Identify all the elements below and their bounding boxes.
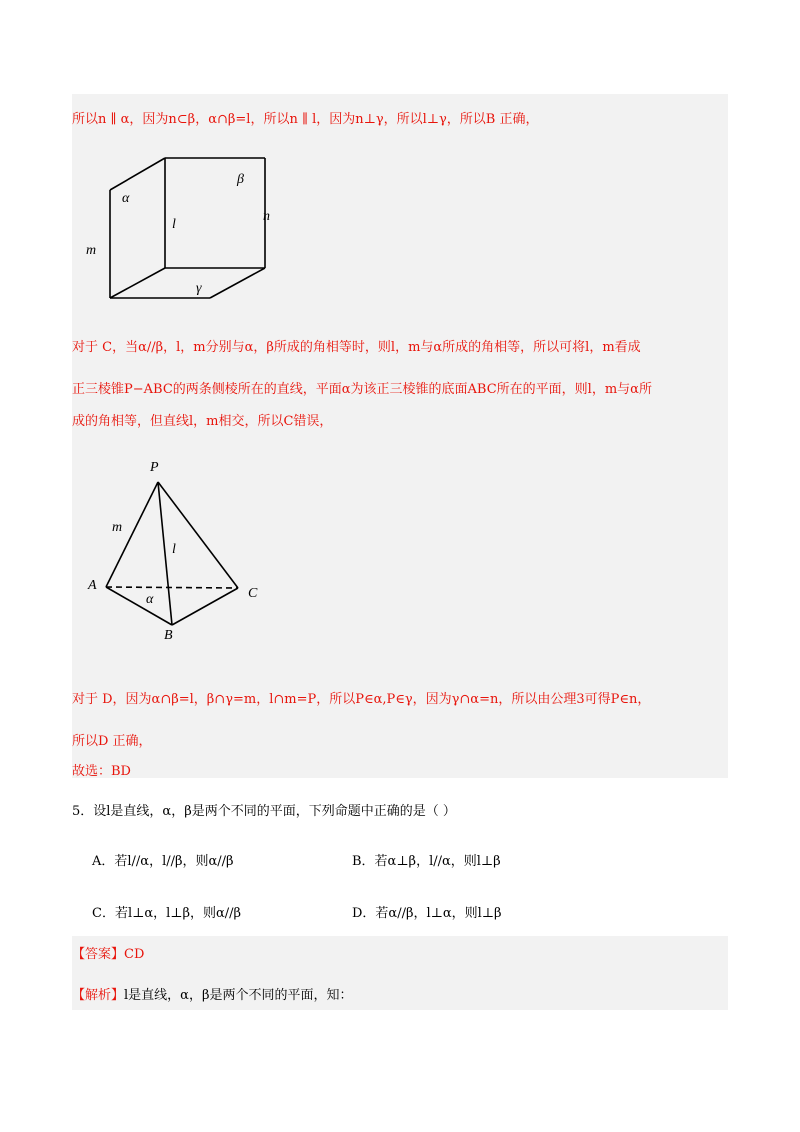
label-alpha: α	[122, 191, 130, 206]
label-alpha: α	[146, 592, 154, 607]
option-D: D．若α//β，l⊥α，则l⊥β	[352, 906, 502, 921]
analysis-text: 【解析】l是直线，α，β是两个不同的平面，知：	[72, 988, 353, 1003]
para-c-line2: 正三棱锥P−ABC的两条侧棱所在的直线，平面α为该正三棱锥的底面ABC所在的平面，则l，m与α所	[72, 382, 652, 397]
analysis-line	[72, 984, 728, 1003]
answer-line: 【答案】CD	[72, 947, 145, 962]
label-m: m	[112, 520, 123, 535]
para-c-line1: 对于 C，当α//β，l，m分别与α，β所成的角相等时，则l，m与α所成的角相等，所以可将l，m看成	[72, 340, 641, 355]
edge-PC	[158, 482, 238, 588]
edge-BC	[172, 588, 238, 625]
option-C: C．若l⊥α，l⊥β，则α//β	[92, 906, 242, 921]
label-gamma: γ	[196, 281, 202, 296]
option-B: B．若α⊥β，l//α，则l⊥β	[352, 854, 501, 869]
label-n: n	[263, 209, 270, 224]
cube-edge	[110, 158, 165, 190]
tetrahedron-figure	[80, 455, 280, 645]
label-l: l	[172, 542, 176, 557]
cube-edge	[210, 268, 265, 298]
para-d-line1: 对于 D，因为α∩β=l，β∩γ=m，l∩m=P，所以P∈α,P∈γ，因为γ∩α=n，所以由公理3可得P∈n，	[72, 692, 651, 707]
label-C: C	[248, 586, 258, 601]
cube-figure	[80, 150, 290, 310]
label-m: m	[86, 243, 97, 258]
para-b-conclusion: 所以n ∥ α，因为n⊂β，α∩β=l，所以n ∥ l，因为n⊥γ，所以l⊥γ，所以B 正确，	[72, 112, 539, 127]
label-B: B	[164, 628, 173, 643]
label-A: A	[88, 578, 97, 593]
label-l: l	[172, 217, 176, 232]
label-beta: β	[237, 172, 244, 187]
edge-AB	[106, 587, 172, 625]
option-A: A．若l//α，l//β，则α//β	[92, 854, 234, 869]
cube-edge	[110, 268, 165, 298]
edge-PB	[158, 482, 172, 625]
para-d-line3: 故选：BD	[72, 764, 131, 779]
edge-AC	[106, 587, 238, 588]
para-d-line2: 所以D 正确，	[72, 734, 152, 749]
label-P: P	[150, 460, 159, 475]
question-5-stem: 5．设l是直线，α，β是两个不同的平面，下列命题中正确的是（ ）	[72, 804, 456, 819]
para-c-line3: 成的角相等，但直线l，m相交，所以C错误，	[72, 414, 333, 429]
